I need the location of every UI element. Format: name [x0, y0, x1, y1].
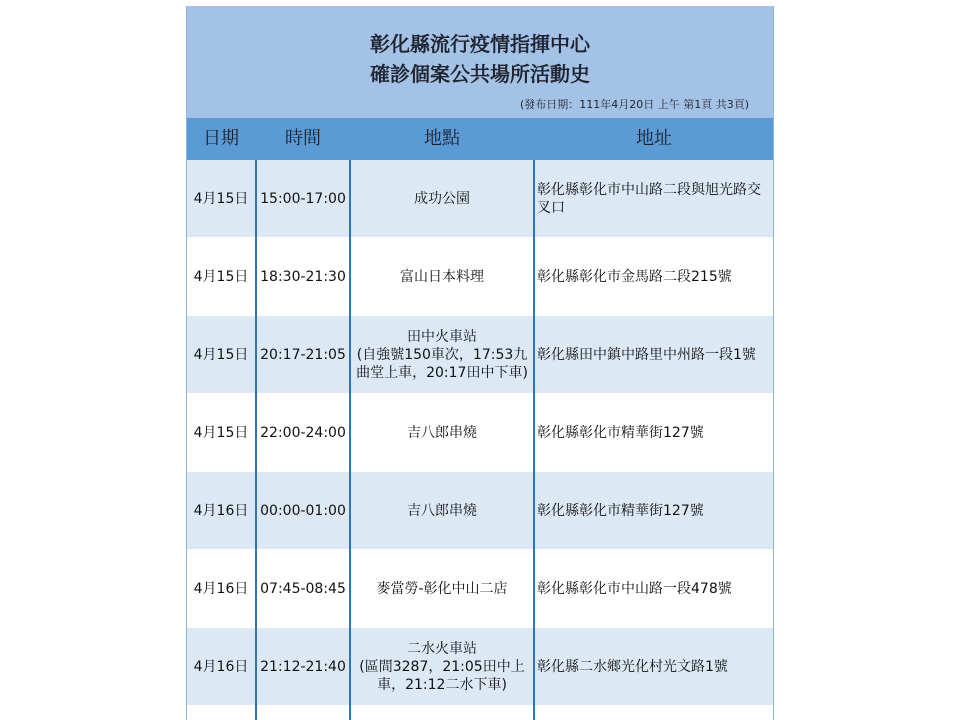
table-row [187, 160, 773, 238]
title-banner [187, 6, 773, 118]
column-divider [349, 160, 351, 720]
place-cell [351, 394, 533, 471]
place-line: 車，21:12二水下車) [377, 676, 507, 693]
address-cell: 彰化縣二水鄉光化村光文路1號 [537, 658, 728, 675]
place-line: 成功公園 [414, 190, 470, 207]
column-header-place: 地點 [424, 128, 460, 149]
title-subject: 確診個案公共場所活動史 [370, 62, 590, 86]
address-cell: 彰化縣彰化市金馬路二段215號 [537, 268, 732, 285]
date-cell: 4月15日 [193, 424, 249, 441]
address-cell: 彰化縣彰化市精華街127號 [537, 502, 704, 519]
table-row [187, 394, 773, 472]
activity-history-sheet [186, 6, 774, 720]
date-cell: 4月16日 [193, 658, 249, 675]
time-cell: 22:00-24:00 [260, 424, 346, 441]
time-cell: 15:00-17:00 [260, 190, 346, 207]
date-cell: 4月16日 [193, 580, 249, 597]
place-cell [351, 550, 533, 627]
table-row [187, 316, 773, 394]
place-cell [351, 472, 533, 549]
address-cell: 彰化縣彰化市中山路二段與旭光路交叉口 [537, 181, 761, 216]
time-cell: 07:45-08:45 [260, 580, 346, 597]
place-line: 曲堂上車，20:17田中下車) [356, 364, 528, 381]
address-cell: 彰化縣彰化市中山路一段478號 [537, 580, 732, 597]
table-row [187, 550, 773, 628]
place-line: 吉八郎串燒 [407, 502, 477, 519]
address-cell: 彰化縣田中鎮中路里中州路一段1號 [537, 346, 756, 363]
column-header-date: 日期 [203, 128, 239, 149]
address-cell: 彰化縣彰化市精華街127號 [537, 424, 704, 441]
date-cell: 4月16日 [193, 502, 249, 519]
place-line: 田中火車站 [407, 328, 477, 345]
date-cell: 4月15日 [193, 346, 249, 363]
place-line: 麥當勞-彰化中山二店 [376, 580, 508, 597]
place-line: 富山日本料理 [400, 268, 484, 285]
title-agency: 彰化縣流行疫情指揮中心 [370, 32, 590, 56]
place-cell [351, 316, 533, 393]
release-date-note: (發布日期：111年4月20日 上午 第1頁 共3頁) [519, 98, 749, 111]
table-row [187, 628, 773, 706]
column-header-time: 時間 [285, 128, 321, 149]
time-cell: 00:00-01:00 [260, 502, 346, 519]
column-divider [533, 160, 535, 720]
place-cell [351, 160, 533, 237]
table-header [187, 118, 773, 160]
place-line: 二水火車站 [407, 640, 477, 657]
place-line: 吉八郎串燒 [407, 424, 477, 441]
date-cell: 4月15日 [193, 268, 249, 285]
time-cell: 20:17-21:05 [260, 346, 346, 363]
table-row [187, 472, 773, 550]
place-cell [351, 628, 533, 705]
time-cell: 21:12-21:40 [260, 658, 346, 675]
table-row [187, 238, 773, 316]
place-line: (自強號150車次，17:53九 [356, 346, 528, 363]
date-cell: 4月15日 [193, 190, 249, 207]
column-header-address: 地址 [636, 128, 672, 149]
place-cell [351, 238, 533, 315]
column-divider [255, 160, 257, 720]
time-cell: 18:30-21:30 [260, 268, 346, 285]
place-line: (區間3287，21:05田中上 [359, 658, 525, 675]
